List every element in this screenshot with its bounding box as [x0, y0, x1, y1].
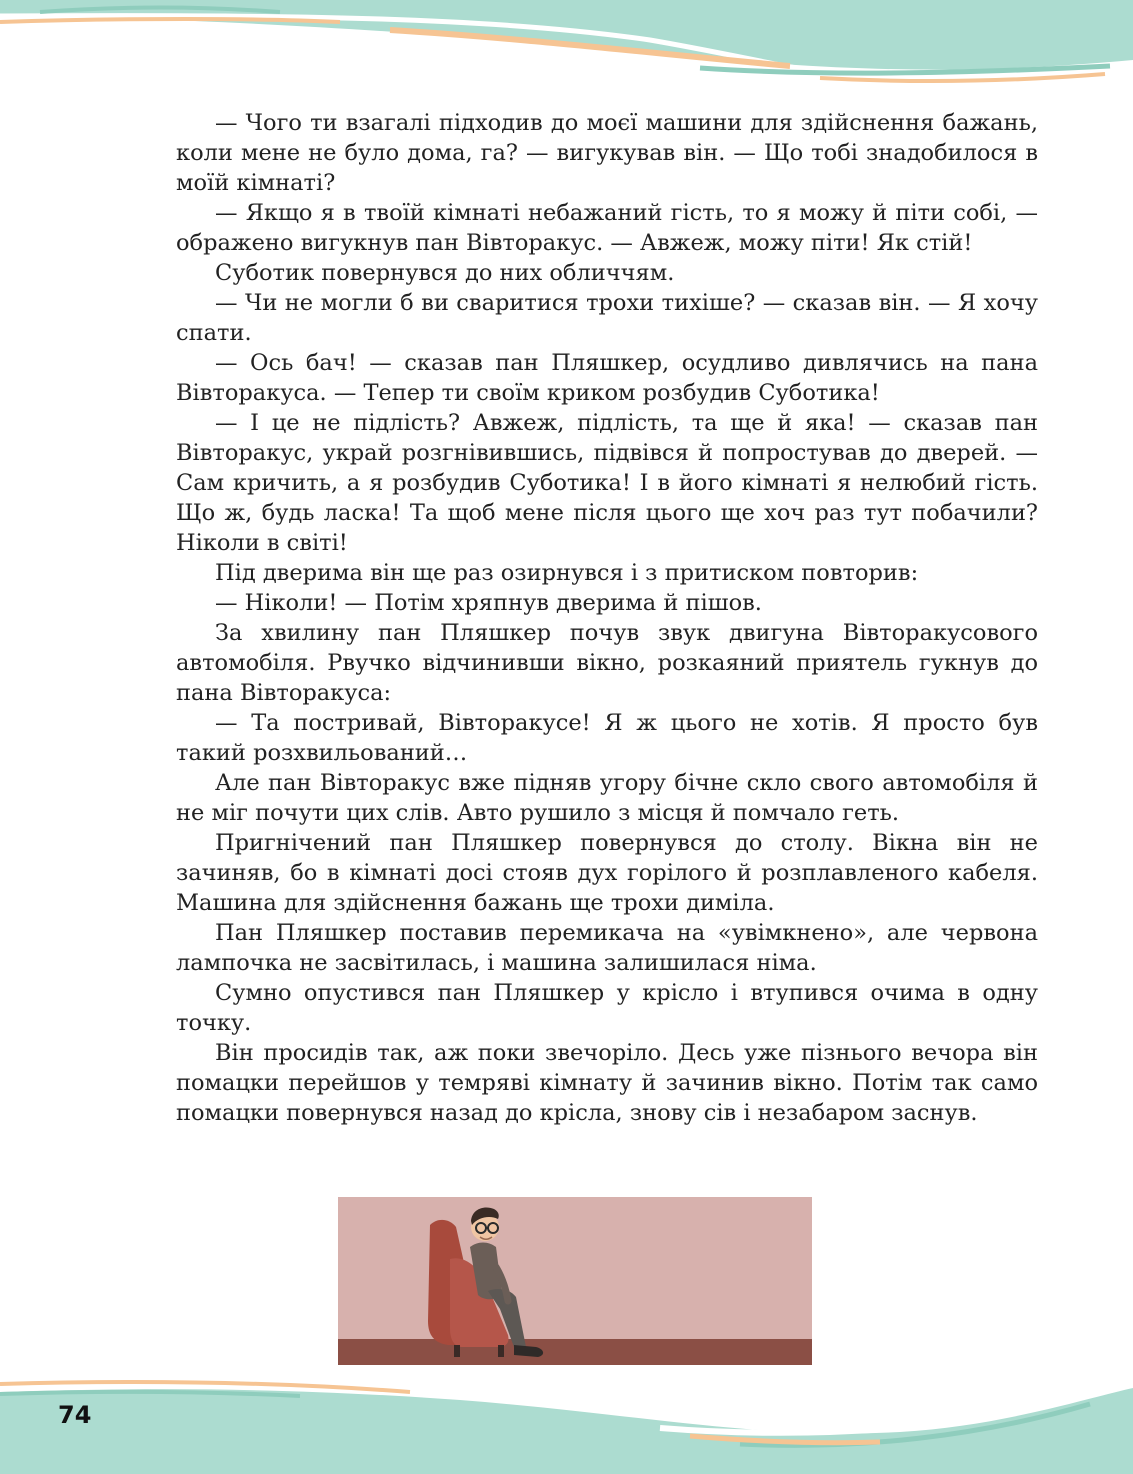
paragraph: — Ось бач! — сказав пан Пляшкер, осудливо дивлячись на пана Вівторакуса. — Тепер ти своїм криком розбудив Суботика! [176, 350, 1038, 406]
paragraph: Суботик повернувся до них обличчям. [215, 260, 675, 286]
story-text [176, 108, 1038, 1128]
paragraph: — Чи не могли б ви сваритися трохи тихіше? — сказав він. — Я хочу спати. [176, 290, 1038, 346]
top-decorative-wave [0, 0, 1133, 90]
paragraph: — Чого ти взагалі підходив до моєї машини для здійснення бажань, коли мене не було дома, га? — вигукував він. — Що тобі знадобилося в моїй кімнаті? [176, 110, 1038, 196]
bottom-decorative-wave [0, 1370, 1133, 1474]
paragraph: Під дверима він ще раз озирнувся і з притиском повторив: [215, 560, 919, 586]
paragraph: Сумно опустився пан Пляшкер у крісло і втупився очима в одну точку. [176, 980, 1038, 1036]
paragraph: Він просидів так, аж поки звечоріло. Десь уже пізнього вечора він помацки перейшов у темряві кімнату й зачинив вікно. Потім так само помацки повернувся назад до крісла, знову сів і незабаром заснув. [176, 1040, 1038, 1126]
paragraph: Але пан Вівторакус вже підняв угору бічне скло свого автомобіля й не міг почути цих слів. Авто рушило з місця й помчало геть. [176, 770, 1038, 826]
paragraph: — Якщо я в твоїй кімнаті небажаний гість, то я можу й піти собі, — ображено вигукнув пан Вівторакус. — Авжеж, можу піти! Як стій! [176, 200, 1038, 256]
page-number: 74 [58, 1401, 92, 1429]
man-sleeping-in-armchair-illustration [338, 1197, 812, 1365]
paragraph: — І це не підлість? Авжеж, підлість, та ще й яка! — сказав пан Вівторакус, украй розгнівившись, підвівся й попростував до дверей. — Сам кричить, а я розбудив Суботика! І в його кімнаті я нелюбий гість. Що ж, будь ласка! Та щоб мене після цього ще хоч раз тут побачили? Ніколи в світі! [176, 410, 1038, 556]
paragraph: За хвилину пан Пляшкер почув звук двигуна Вівторакусового автомобіля. Рвучко відчинивши вікно, розкаяний приятель гукнув до пана Вівторакуса: [176, 620, 1038, 706]
paragraph: Пригнічений пан Пляшкер повернувся до столу. Вікна він не зачиняв, бо в кімнаті досі стояв дух горілого й розплавленого кабеля. Машина для здійснення бажань ще трохи диміла. [176, 830, 1038, 916]
paragraph: — Ніколи! — Потім хряпнув дверима й пішов. [215, 590, 762, 616]
paragraph: — Та постривай, Вівторакусе! Я ж цього не хотів. Я просто був такий розхвильований… [176, 710, 1038, 766]
paragraph: Пан Пляшкер поставив перемикача на «увімкнено», але червона лампочка не засвітилась, і машина залишилася німа. [176, 920, 1038, 976]
